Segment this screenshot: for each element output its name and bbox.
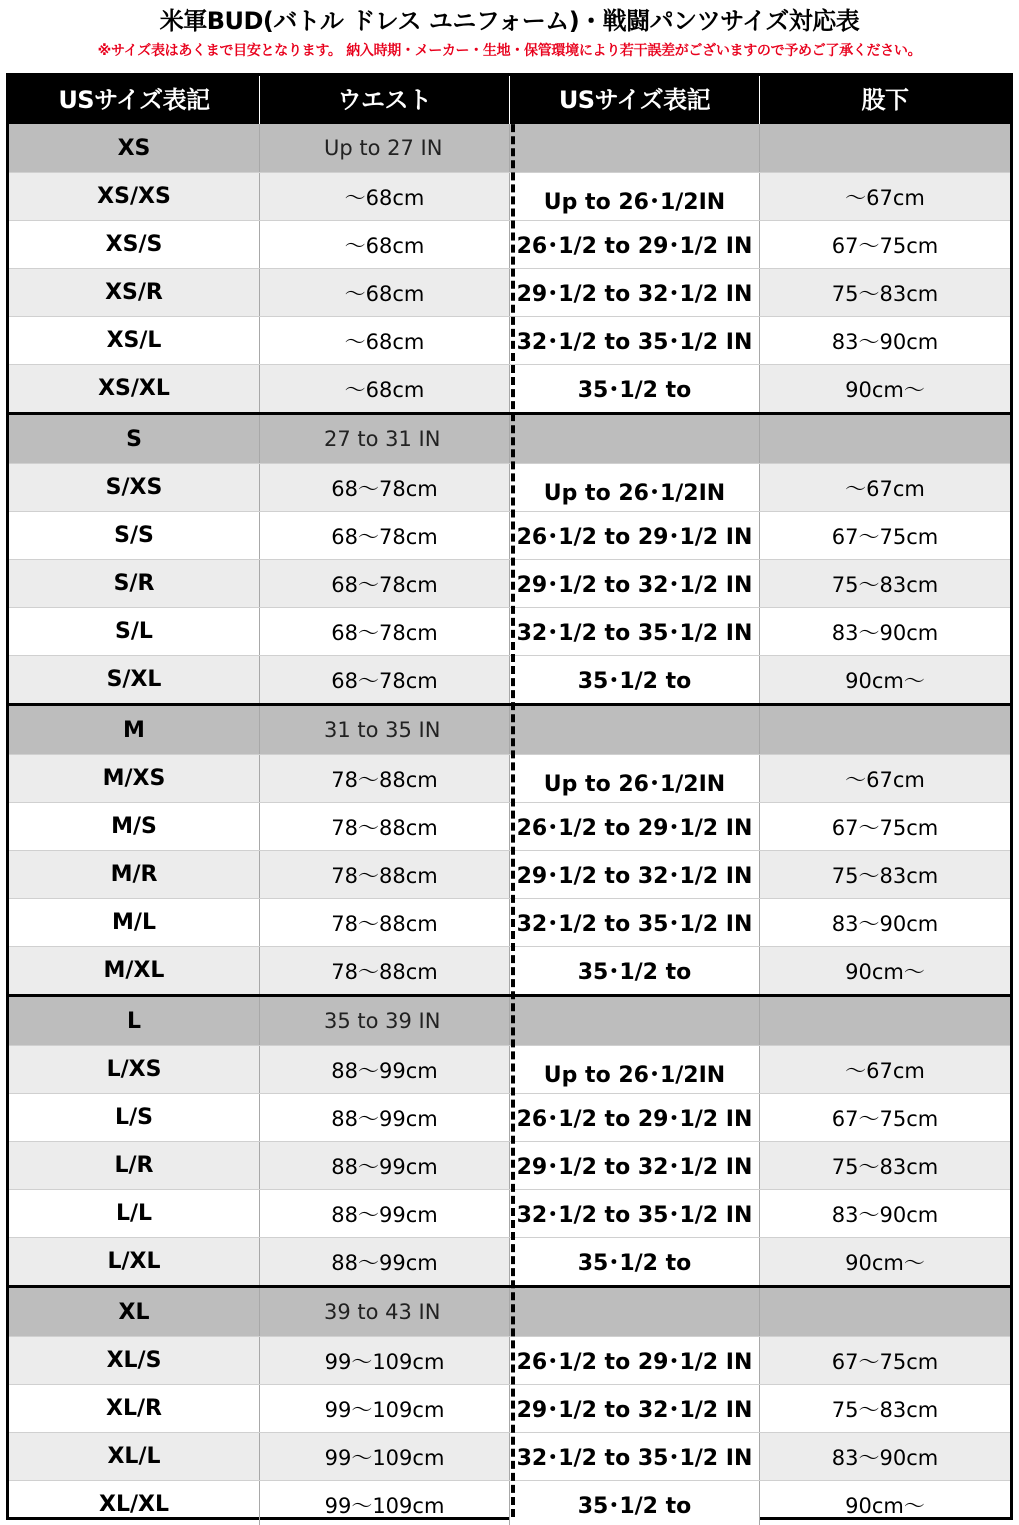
us-inseam-value: 26･1/2 to 29･1/2 IN bbox=[509, 221, 759, 268]
waist-cm-value: 99～109cm bbox=[259, 1385, 509, 1432]
empty-cell bbox=[509, 1288, 759, 1336]
group-header-row bbox=[9, 1288, 1010, 1336]
waist-inches-value: 31 to 35 IN bbox=[259, 706, 509, 754]
inseam-cm-value: 90cm～ bbox=[759, 1481, 1010, 1525]
table-row bbox=[9, 946, 1010, 994]
table-row bbox=[9, 220, 1010, 268]
size-code: XL/XL bbox=[99, 1492, 169, 1517]
waist-cm-value: 99～109cm bbox=[259, 1337, 509, 1384]
waist-cm-value: 78～88cm bbox=[259, 755, 509, 802]
empty-cell bbox=[509, 706, 759, 754]
inseam-cm-value: ～67cm bbox=[759, 1046, 1010, 1093]
table-row bbox=[9, 1480, 1010, 1525]
size-code: M/R bbox=[110, 862, 158, 887]
size-code: XL/S bbox=[106, 1348, 162, 1373]
inseam-cm-value: 75～83cm bbox=[759, 560, 1010, 607]
inseam-cm-value: ～67cm bbox=[759, 464, 1010, 511]
inseam-cm-value: 67～75cm bbox=[759, 512, 1010, 559]
column-header-us-inseam-size: USサイズ表記 bbox=[509, 76, 759, 124]
table-row bbox=[9, 850, 1010, 898]
group-header-row bbox=[9, 997, 1010, 1045]
waist-cm-value: 68～78cm bbox=[259, 656, 509, 703]
inseam-cm-value: 75～83cm bbox=[759, 851, 1010, 898]
empty-cell bbox=[759, 124, 1010, 172]
us-inseam-value: 29･1/2 to 32･1/2 IN bbox=[509, 560, 759, 607]
waist-cm-value: ～68cm bbox=[259, 221, 509, 268]
waist-cm-value: 88～99cm bbox=[259, 1238, 509, 1285]
us-inseam-value: 32･1/2 to 35･1/2 IN bbox=[509, 1433, 759, 1480]
us-inseam-value: 32･1/2 to 35･1/2 IN bbox=[509, 608, 759, 655]
table-row bbox=[9, 1189, 1010, 1237]
us-inseam-value: Up to 26･1/2IN bbox=[509, 755, 759, 802]
inseam-cm-value: 75～83cm bbox=[759, 1142, 1010, 1189]
size-code: M/XL bbox=[103, 958, 165, 983]
table-row bbox=[9, 1141, 1010, 1189]
size-chart-table bbox=[6, 73, 1013, 1520]
waist-size-label: L bbox=[126, 1008, 142, 1034]
size-group bbox=[9, 1285, 1010, 1525]
us-inseam-value: 26･1/2 to 29･1/2 IN bbox=[509, 512, 759, 559]
waist-inches-value: 39 to 43 IN bbox=[259, 1288, 509, 1336]
waist-cm-value: 88～99cm bbox=[259, 1094, 509, 1141]
us-inseam-value: 35･1/2 to bbox=[509, 947, 759, 994]
inseam-cm-value: 75～83cm bbox=[759, 1385, 1010, 1432]
waist-cm-value: 78～88cm bbox=[259, 947, 509, 994]
us-inseam-value: 29･1/2 to 32･1/2 IN bbox=[509, 1385, 759, 1432]
inseam-cm-value: 90cm～ bbox=[759, 656, 1010, 703]
group-header-row bbox=[9, 706, 1010, 754]
size-group bbox=[9, 412, 1010, 703]
inseam-cm-value: 67～75cm bbox=[759, 803, 1010, 850]
waist-cm-value: ～68cm bbox=[259, 269, 509, 316]
waist-cm-value: 68～78cm bbox=[259, 512, 509, 559]
table-row bbox=[9, 1336, 1010, 1384]
inseam-cm-value: 90cm～ bbox=[759, 1238, 1010, 1285]
size-code: L/R bbox=[114, 1153, 154, 1178]
table-header bbox=[9, 76, 1010, 124]
empty-cell bbox=[759, 1288, 1010, 1336]
disclaimer-notice: ※サイズ表はあくまで目安となります。 納入時期・メーカー・生地・保管環境により若干誤差がございますので予めご了承ください。 bbox=[97, 43, 922, 59]
table-body bbox=[9, 124, 1010, 1525]
table-row bbox=[9, 1045, 1010, 1093]
us-inseam-value: Up to 26･1/2IN bbox=[509, 1046, 759, 1093]
waist-size-label: XL bbox=[118, 1299, 150, 1325]
waist-inches-value: 27 to 31 IN bbox=[259, 415, 509, 463]
waist-cm-value: 68～78cm bbox=[259, 608, 509, 655]
us-inseam-value: Up to 26･1/2IN bbox=[509, 173, 759, 220]
us-inseam-value: 35･1/2 to bbox=[509, 656, 759, 703]
inseam-cm-value: 90cm～ bbox=[759, 365, 1010, 412]
size-code: L/L bbox=[115, 1201, 153, 1226]
table-row bbox=[9, 1093, 1010, 1141]
us-inseam-value: Up to 26･1/2IN bbox=[509, 464, 759, 511]
table-row bbox=[9, 1237, 1010, 1285]
waist-size-label: S bbox=[126, 426, 142, 452]
table-row bbox=[9, 802, 1010, 850]
size-code: S/XS bbox=[105, 475, 163, 500]
size-group bbox=[9, 994, 1010, 1285]
column-header-us-size: USサイズ表記 bbox=[58, 86, 210, 114]
us-inseam-value: 29･1/2 to 32･1/2 IN bbox=[509, 269, 759, 316]
size-code: L/XL bbox=[107, 1249, 161, 1274]
size-group bbox=[9, 124, 1010, 412]
inseam-cm-value: 67～75cm bbox=[759, 221, 1010, 268]
column-header-inseam: 股下 bbox=[759, 76, 1010, 124]
table-row bbox=[9, 754, 1010, 802]
size-code: S/S bbox=[114, 523, 154, 548]
inseam-cm-value: 83～90cm bbox=[759, 1190, 1010, 1237]
size-code: XS/XS bbox=[97, 184, 171, 209]
table-row bbox=[9, 898, 1010, 946]
waist-cm-value: 99～109cm bbox=[259, 1433, 509, 1480]
waist-cm-value: 68～78cm bbox=[259, 560, 509, 607]
waist-cm-value: 78～88cm bbox=[259, 851, 509, 898]
table-row bbox=[9, 316, 1010, 364]
group-header-row bbox=[9, 124, 1010, 172]
waist-cm-value: 78～88cm bbox=[259, 899, 509, 946]
table-row bbox=[9, 511, 1010, 559]
size-code: XL/R bbox=[106, 1396, 162, 1421]
us-inseam-value: 35･1/2 to bbox=[509, 365, 759, 412]
us-inseam-value: 26･1/2 to 29･1/2 IN bbox=[509, 1337, 759, 1384]
table-row bbox=[9, 364, 1010, 412]
waist-cm-value: 88～99cm bbox=[259, 1190, 509, 1237]
us-inseam-value: 32･1/2 to 35･1/2 IN bbox=[509, 317, 759, 364]
column-header-waist: ウエスト bbox=[259, 76, 509, 124]
table-row bbox=[9, 172, 1010, 220]
inseam-cm-value: 83～90cm bbox=[759, 1433, 1010, 1480]
inseam-cm-value: 67～75cm bbox=[759, 1094, 1010, 1141]
waist-inches-value: Up to 27 IN bbox=[259, 124, 509, 172]
group-header-row bbox=[9, 415, 1010, 463]
us-inseam-value: 32･1/2 to 35･1/2 IN bbox=[509, 1190, 759, 1237]
us-inseam-value: 32･1/2 to 35･1/2 IN bbox=[509, 899, 759, 946]
waist-size-label: XS bbox=[117, 135, 151, 161]
waist-cm-value: 88～99cm bbox=[259, 1142, 509, 1189]
empty-cell bbox=[509, 415, 759, 463]
size-code: L/XS bbox=[106, 1057, 162, 1082]
us-inseam-value: 26･1/2 to 29･1/2 IN bbox=[509, 803, 759, 850]
us-inseam-value: 26･1/2 to 29･1/2 IN bbox=[509, 1094, 759, 1141]
size-code: XS/XL bbox=[98, 376, 170, 401]
inseam-cm-value: 83～90cm bbox=[759, 608, 1010, 655]
size-code: XL/L bbox=[107, 1444, 161, 1469]
inseam-cm-value: ～67cm bbox=[759, 173, 1010, 220]
waist-cm-value: ～68cm bbox=[259, 317, 509, 364]
waist-cm-value: 68～78cm bbox=[259, 464, 509, 511]
inseam-cm-value: 75～83cm bbox=[759, 269, 1010, 316]
table-row bbox=[9, 268, 1010, 316]
page-title: 米軍BUD(バトル ドレス ユニフォーム)・戦闘パンツサイズ対応表 bbox=[159, 7, 860, 35]
waist-cm-value: 99～109cm bbox=[259, 1481, 509, 1525]
us-inseam-value: 35･1/2 to bbox=[509, 1238, 759, 1285]
table-row bbox=[9, 463, 1010, 511]
empty-cell bbox=[509, 997, 759, 1045]
us-inseam-value: 35･1/2 to bbox=[509, 1481, 759, 1525]
size-code: M/XS bbox=[102, 766, 166, 791]
empty-cell bbox=[759, 997, 1010, 1045]
waist-size-label: M bbox=[123, 717, 145, 743]
us-inseam-value: 29･1/2 to 32･1/2 IN bbox=[509, 1142, 759, 1189]
size-code: M/S bbox=[111, 814, 157, 839]
waist-cm-value: 88～99cm bbox=[259, 1046, 509, 1093]
size-code: L/S bbox=[115, 1105, 153, 1130]
inseam-cm-value: 83～90cm bbox=[759, 317, 1010, 364]
size-code: S/L bbox=[115, 619, 153, 644]
empty-cell bbox=[509, 124, 759, 172]
table-row bbox=[9, 559, 1010, 607]
size-code: XS/S bbox=[105, 232, 163, 257]
waist-inches-value: 35 to 39 IN bbox=[259, 997, 509, 1045]
table-row bbox=[9, 607, 1010, 655]
table-row bbox=[9, 1432, 1010, 1480]
inseam-cm-value: 67～75cm bbox=[759, 1337, 1010, 1384]
table-row bbox=[9, 655, 1010, 703]
size-code: XS/R bbox=[105, 280, 163, 305]
inseam-cm-value: 83～90cm bbox=[759, 899, 1010, 946]
size-code: M/L bbox=[112, 910, 156, 935]
empty-cell bbox=[759, 415, 1010, 463]
size-code: XS/L bbox=[106, 328, 162, 353]
waist-cm-value: ～68cm bbox=[259, 173, 509, 220]
us-inseam-value: 29･1/2 to 32･1/2 IN bbox=[509, 851, 759, 898]
waist-cm-value: 78～88cm bbox=[259, 803, 509, 850]
inseam-cm-value: 90cm～ bbox=[759, 947, 1010, 994]
waist-cm-value: ～68cm bbox=[259, 365, 509, 412]
empty-cell bbox=[759, 706, 1010, 754]
inseam-cm-value: ～67cm bbox=[759, 755, 1010, 802]
table-row bbox=[9, 1384, 1010, 1432]
size-code: S/R bbox=[113, 571, 155, 596]
size-group bbox=[9, 703, 1010, 994]
size-code: S/XL bbox=[106, 667, 162, 692]
